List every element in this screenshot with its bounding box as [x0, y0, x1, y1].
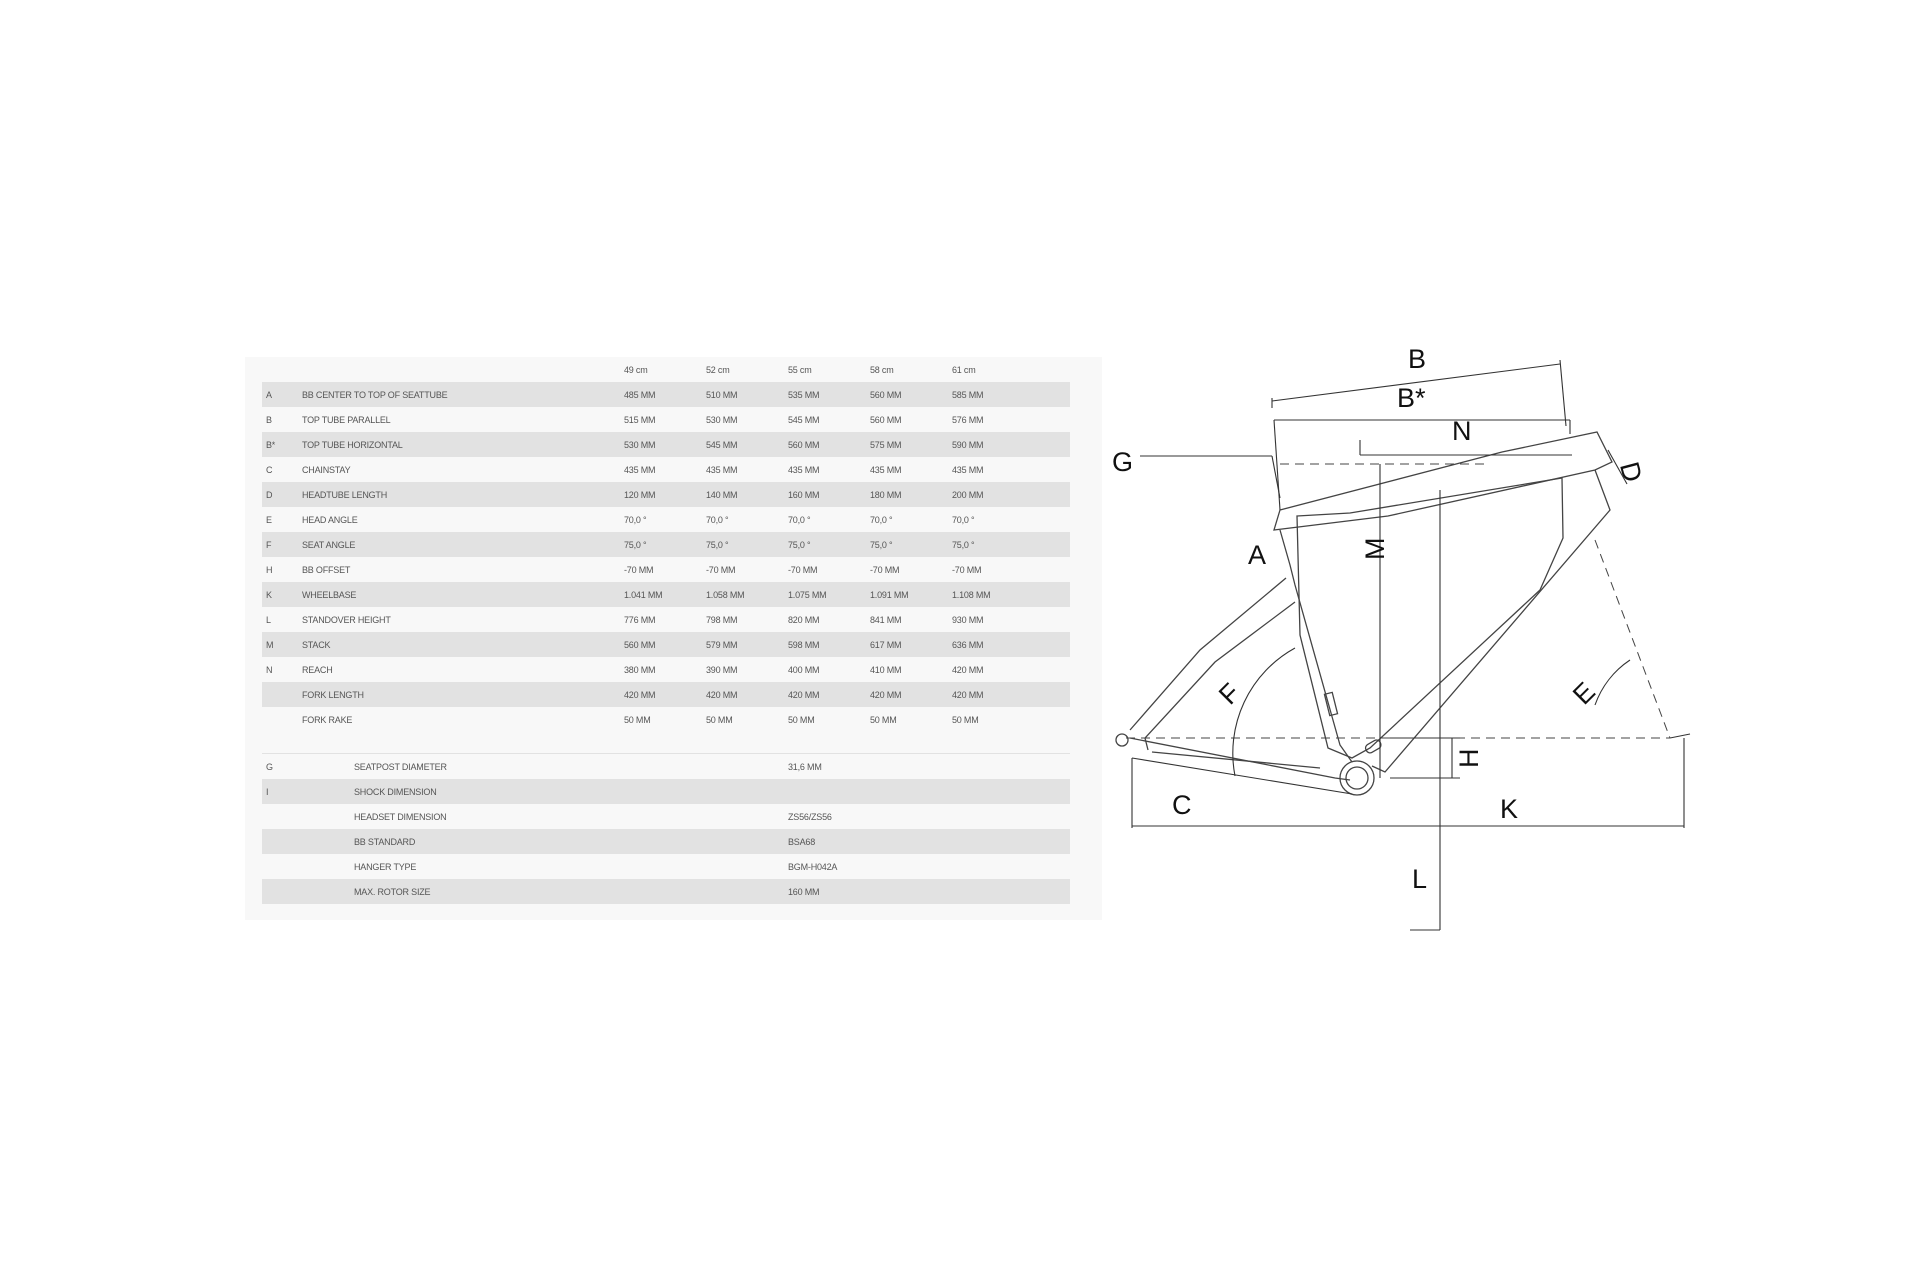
- label-A: A: [1248, 540, 1267, 570]
- row-value: 70,0 °: [948, 507, 1070, 532]
- geometry-table-body: [262, 382, 1070, 732]
- table-row: [262, 682, 1070, 707]
- spec-code: [262, 829, 298, 854]
- geometry-table-wrapper: [262, 357, 1070, 904]
- spec-value: 160 MM: [784, 879, 1070, 904]
- table-row: [262, 532, 1070, 557]
- row-code: E: [262, 507, 298, 532]
- row-code: L: [262, 607, 298, 632]
- label-C: C: [1172, 790, 1192, 820]
- spec-spacer: [702, 754, 784, 780]
- label-M: M: [1360, 537, 1390, 560]
- row-label: FORK RAKE: [298, 707, 620, 732]
- row-code: [262, 707, 298, 732]
- header-size: 61 cm: [952, 364, 976, 375]
- row-value: 75,0 °: [948, 532, 1070, 557]
- label-F: F: [1213, 677, 1246, 711]
- row-value: 617 MM: [866, 632, 948, 657]
- row-label: STACK: [298, 632, 620, 657]
- header-size: 49 cm: [624, 364, 648, 375]
- row-value: 590 MM: [948, 432, 1070, 457]
- spec-code: [262, 879, 298, 904]
- row-value: -70 MM: [784, 557, 866, 582]
- row-value: 420 MM: [620, 682, 702, 707]
- spec-spacer: [620, 854, 702, 879]
- header-label: [298, 357, 620, 382]
- table-row: [262, 582, 1070, 607]
- row-value: 636 MM: [948, 632, 1070, 657]
- row-value: 575 MM: [866, 432, 948, 457]
- spec-spacer: [620, 804, 702, 829]
- row-value: 435 MM: [702, 457, 784, 482]
- spec-code: [262, 804, 298, 829]
- row-code: C: [262, 457, 298, 482]
- spec-label: MAX. ROTOR SIZE: [298, 879, 620, 904]
- row-value: 576 MM: [948, 407, 1070, 432]
- row-value: 70,0 °: [620, 507, 702, 532]
- spec-spacer: [702, 779, 784, 804]
- row-label: HEADTUBE LENGTH: [298, 482, 620, 507]
- row-code: D: [262, 482, 298, 507]
- row-value: 435 MM: [948, 457, 1070, 482]
- row-value: 50 MM: [620, 707, 702, 732]
- row-value: 515 MM: [620, 407, 702, 432]
- row-value: 1.041 MM: [620, 582, 702, 607]
- spec-label: HEADSET DIMENSION: [298, 804, 620, 829]
- spec-spacer: [702, 879, 784, 904]
- spec-label: SEATPOST DIAMETER: [298, 754, 620, 780]
- spec-spacer: [620, 879, 702, 904]
- table-row: [262, 607, 1070, 632]
- row-value: 1.075 MM: [784, 582, 866, 607]
- row-value: 380 MM: [620, 657, 702, 682]
- row-value: 180 MM: [866, 482, 948, 507]
- label-E: E: [1567, 676, 1601, 711]
- label-B-star: B*: [1397, 383, 1426, 413]
- header-size: 55 cm: [788, 364, 812, 375]
- table-row: [262, 707, 1070, 732]
- row-value: 560 MM: [620, 632, 702, 657]
- row-value: 560 MM: [866, 407, 948, 432]
- spec-value: BSA68: [784, 829, 1070, 854]
- row-code: B: [262, 407, 298, 432]
- row-value: 1.058 MM: [702, 582, 784, 607]
- row-value: 420 MM: [948, 682, 1070, 707]
- row-label: FORK LENGTH: [298, 682, 620, 707]
- row-value: 485 MM: [620, 382, 702, 407]
- row-value: 579 MM: [702, 632, 784, 657]
- spec-code: [262, 854, 298, 879]
- table-row: [262, 804, 1070, 829]
- row-value: 435 MM: [620, 457, 702, 482]
- spec-spacer: [702, 804, 784, 829]
- row-value: 560 MM: [866, 382, 948, 407]
- row-value: 420 MM: [702, 682, 784, 707]
- label-G: G: [1112, 447, 1134, 477]
- row-value: 420 MM: [866, 682, 948, 707]
- row-code: [262, 682, 298, 707]
- table-row: [262, 432, 1070, 457]
- spec-code: G: [262, 754, 298, 780]
- table-row: [262, 779, 1070, 804]
- row-value: 1.091 MM: [866, 582, 948, 607]
- table-row: [262, 382, 1070, 407]
- row-value: 930 MM: [948, 607, 1070, 632]
- row-label: HEAD ANGLE: [298, 507, 620, 532]
- row-label: TOP TUBE PARALLEL: [298, 407, 620, 432]
- row-value: 545 MM: [702, 432, 784, 457]
- row-code: B*: [262, 432, 298, 457]
- row-value: 1.108 MM: [948, 582, 1070, 607]
- row-value: 75,0 °: [620, 532, 702, 557]
- header-size: 52 cm: [706, 364, 730, 375]
- row-value: 75,0 °: [702, 532, 784, 557]
- row-value: 545 MM: [784, 407, 866, 432]
- spec-label: SHOCK DIMENSION: [298, 779, 620, 804]
- row-value: 776 MM: [620, 607, 702, 632]
- row-label: WHEELBASE: [298, 582, 620, 607]
- row-code: N: [262, 657, 298, 682]
- row-value: 70,0 °: [784, 507, 866, 532]
- row-code: M: [262, 632, 298, 657]
- row-value: -70 MM: [948, 557, 1070, 582]
- row-code: F: [262, 532, 298, 557]
- row-value: 120 MM: [620, 482, 702, 507]
- row-value: 420 MM: [948, 657, 1070, 682]
- row-value: 435 MM: [784, 457, 866, 482]
- table-row: [262, 854, 1070, 879]
- spec-value: ZS56/ZS56: [784, 804, 1070, 829]
- table-header-row: [262, 357, 1070, 382]
- row-label: SEAT ANGLE: [298, 532, 620, 557]
- row-label: BB OFFSET: [298, 557, 620, 582]
- spec-value: [784, 779, 1070, 804]
- header-size: 58 cm: [870, 364, 894, 375]
- row-value: -70 MM: [866, 557, 948, 582]
- row-value: -70 MM: [620, 557, 702, 582]
- geometry-table-panel: [245, 357, 1102, 920]
- row-value: 435 MM: [866, 457, 948, 482]
- spec-spacer: [620, 779, 702, 804]
- row-value: 70,0 °: [866, 507, 948, 532]
- row-value: 510 MM: [702, 382, 784, 407]
- row-value: 400 MM: [784, 657, 866, 682]
- row-code: H: [262, 557, 298, 582]
- table-row: [262, 482, 1070, 507]
- row-value: 70,0 °: [702, 507, 784, 532]
- table-row: [262, 879, 1070, 904]
- spec-code: I: [262, 779, 298, 804]
- spec-label: HANGER TYPE: [298, 854, 620, 879]
- spec-spacer: [620, 754, 702, 780]
- label-D: D: [1613, 458, 1648, 486]
- row-label: BB CENTER TO TOP OF SEATTUBE: [298, 382, 620, 407]
- row-value: 410 MM: [866, 657, 948, 682]
- table-row: [262, 407, 1070, 432]
- row-value: 798 MM: [702, 607, 784, 632]
- row-value: 50 MM: [948, 707, 1070, 732]
- dimension-lines: [1126, 360, 1690, 930]
- row-value: 75,0 °: [866, 532, 948, 557]
- row-value: 200 MM: [948, 482, 1070, 507]
- header-code: [262, 357, 298, 382]
- spec-value: BGM-H042A: [784, 854, 1070, 879]
- row-label: TOP TUBE HORIZONTAL: [298, 432, 620, 457]
- row-value: 140 MM: [702, 482, 784, 507]
- spec-table-body: [262, 754, 1070, 905]
- table-row: [262, 754, 1070, 780]
- table-row: [262, 632, 1070, 657]
- table-row: [262, 657, 1070, 682]
- frame-geometry-diagram: [1090, 330, 1730, 950]
- row-code: A: [262, 382, 298, 407]
- label-N: N: [1452, 416, 1472, 446]
- row-value: 530 MM: [620, 432, 702, 457]
- row-value: 160 MM: [784, 482, 866, 507]
- table-row: [262, 829, 1070, 854]
- row-value: 50 MM: [866, 707, 948, 732]
- row-value: -70 MM: [702, 557, 784, 582]
- table-row: [262, 457, 1070, 482]
- label-B: B: [1408, 344, 1427, 374]
- bike-frame-outline: [1116, 432, 1612, 795]
- spec-spacer: [620, 829, 702, 854]
- spec-spacer: [702, 829, 784, 854]
- row-value: 585 MM: [948, 382, 1070, 407]
- row-value: 530 MM: [702, 407, 784, 432]
- row-label: REACH: [298, 657, 620, 682]
- row-value: 598 MM: [784, 632, 866, 657]
- table-divider-row: [262, 732, 1070, 754]
- row-label: CHAINSTAY: [298, 457, 620, 482]
- row-code: K: [262, 582, 298, 607]
- label-H: H: [1454, 748, 1484, 768]
- row-value: 535 MM: [784, 382, 866, 407]
- label-K: K: [1500, 794, 1519, 824]
- row-label: STANDOVER HEIGHT: [298, 607, 620, 632]
- row-value: 50 MM: [784, 707, 866, 732]
- row-value: 820 MM: [784, 607, 866, 632]
- spec-label: BB STANDARD: [298, 829, 620, 854]
- row-value: 390 MM: [702, 657, 784, 682]
- row-value: 420 MM: [784, 682, 866, 707]
- spec-value: 31,6 MM: [784, 754, 1070, 780]
- row-value: 50 MM: [702, 707, 784, 732]
- spec-spacer: [702, 854, 784, 879]
- table-row: [262, 507, 1070, 532]
- geometry-table: [262, 357, 1070, 904]
- row-value: 560 MM: [784, 432, 866, 457]
- row-value: 841 MM: [866, 607, 948, 632]
- row-value: 75,0 °: [784, 532, 866, 557]
- table-row: [262, 557, 1070, 582]
- label-L: L: [1412, 864, 1428, 894]
